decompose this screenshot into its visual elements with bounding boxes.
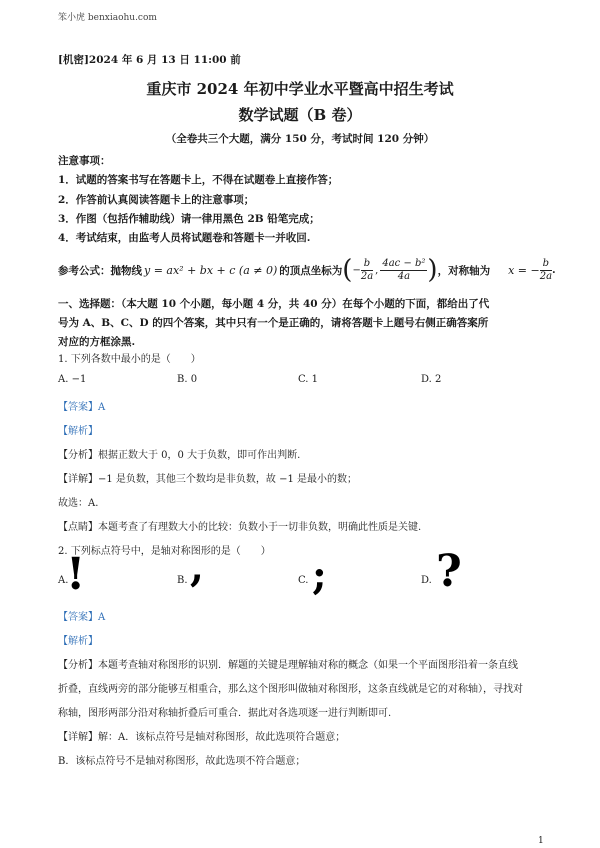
option-label-b: B. — [177, 575, 188, 586]
option-c: C. 1 — [298, 374, 319, 385]
analysis-heading: 【解析】 — [58, 426, 98, 437]
exam-subtitle: 数学试题（B 卷） — [238, 106, 362, 124]
section-intro-line: 一、选择题：（本大题 10 个小题，每小题 4 分，共 40 分）在每个小题的下面，都给出了代 — [58, 298, 490, 310]
semicolon-glyph: ; — [312, 552, 327, 599]
option-label-a: A. — [58, 575, 69, 586]
formula-equation: y = ax² + bx + c (a ≠ 0) — [144, 263, 278, 277]
analysis-text: 【分析】根据正数大于 0，0 大于负数，即可作出判断. — [58, 450, 301, 461]
answer-label: 【答案】A — [58, 612, 106, 623]
analysis-line: 【分析】本题考查轴对称图形的识别．解题的关键是理解轴对称的概念（如果一个平面图形沿着一条直线 — [58, 660, 518, 671]
site-header: 笨小虎 benxiaohu.com — [58, 13, 157, 23]
notes-title: 注意事项： — [58, 155, 111, 167]
section-intro-line: 对应的方框涂黑. — [58, 336, 136, 348]
axis-fraction: $\frac{b}{2a}$ — [539, 257, 553, 282]
analysis-heading: 【解析】 — [58, 636, 98, 647]
note-item: 4．考试结束，由监考人员将试题卷和答题卡一并收回. — [58, 232, 311, 244]
detail-text: 【详解】−1 是负数，其他三个数均是非负数，故 −1 是最小的数； — [58, 474, 358, 485]
question-stem: 2. 下列标点符号中，是轴对称图形的是（ ） — [58, 546, 271, 557]
option-d: D. 2 — [421, 374, 442, 385]
vertex-y-fraction: $\frac{\text{4ac − b²}}{4a}$ — [382, 257, 426, 282]
option-a: A. −1 — [58, 374, 87, 385]
option-b: B. 0 — [177, 374, 198, 385]
page-number: 1 — [538, 836, 544, 846]
right-paren: ) — [427, 255, 438, 285]
detail-line: 【详解】解：A．该标点符号是轴对称图形，故此选项符合题意； — [58, 732, 346, 743]
comma-glyph: , — [190, 544, 204, 591]
confidential-note: [机密]2024 年 6 月 13 日 11:00 前 — [58, 54, 241, 66]
exam-title: 重庆市 2024 年初中学业水平暨高中招生考试 — [146, 80, 454, 98]
vertex-x-fraction: $\frac{b}{2a}$ — [360, 257, 374, 282]
exam-info: （全卷共三个大题，满分 150 分，考试时间 120 分钟） — [165, 133, 435, 145]
formula-mid: 的顶点坐标为 — [279, 264, 343, 277]
exclamation-glyph: ! — [66, 549, 86, 600]
left-paren: ( — [342, 255, 353, 285]
conclusion-text: 故选：A. — [58, 498, 99, 509]
analysis-line: 折叠，直线两旁的部分能够互相重合，那么这个图形叫做轴对称图形，这条直线就是它的对称轴），寻找对 — [58, 684, 523, 695]
detail-line: B．该标点符号不是轴对称图形，故此选项不符合题意； — [58, 756, 306, 767]
formula-label: 参考公式：抛物线 — [58, 264, 142, 277]
question-mark-glyph: ? — [436, 546, 462, 597]
note-item: 1．试题的答案书写在答题卡上，不得在试题卷上直接作答； — [58, 174, 339, 186]
section-intro-line: 号为 A、B、C、D 的四个答案，其中只有一个是正确的，请将答题卡上题号右侧正确答案所 — [58, 317, 489, 329]
note-item: 2．作答前认真阅读答题卡上的注意事项； — [58, 194, 255, 206]
question-stem: 1. 下列各数中最小的是（ ） — [58, 354, 201, 365]
reference-formula: 参考公式：抛物线 y = ax² + bx + c (a ≠ 0) 的顶点坐标为 ( − $\frac{b}{2a}$ , $\frac{\text{4ac − b²}}{4a}$ ) ，对称轴为 x = − $\frac{b}{2a}$ . — [58, 255, 556, 285]
formula-axis-label: ，对称轴为 — [437, 264, 491, 277]
option-label-d: D. — [421, 575, 432, 586]
answer-label: 【答案】A — [58, 402, 106, 413]
note-item: 3．作图（包括作辅助线）请一律用黑色 2B 铅笔完成； — [58, 213, 320, 225]
axis-lhs: x = − — [508, 263, 540, 277]
option-label-c: C. — [298, 575, 309, 586]
analysis-line: 称轴，图形两部分沿对称轴折叠后可重合．据此对各选项逐一进行判断即可. — [58, 708, 392, 719]
comment-text: 【点睛】本题考查了有理数大小的比较：负数小于一切非负数，明确此性质是关键. — [58, 522, 422, 533]
